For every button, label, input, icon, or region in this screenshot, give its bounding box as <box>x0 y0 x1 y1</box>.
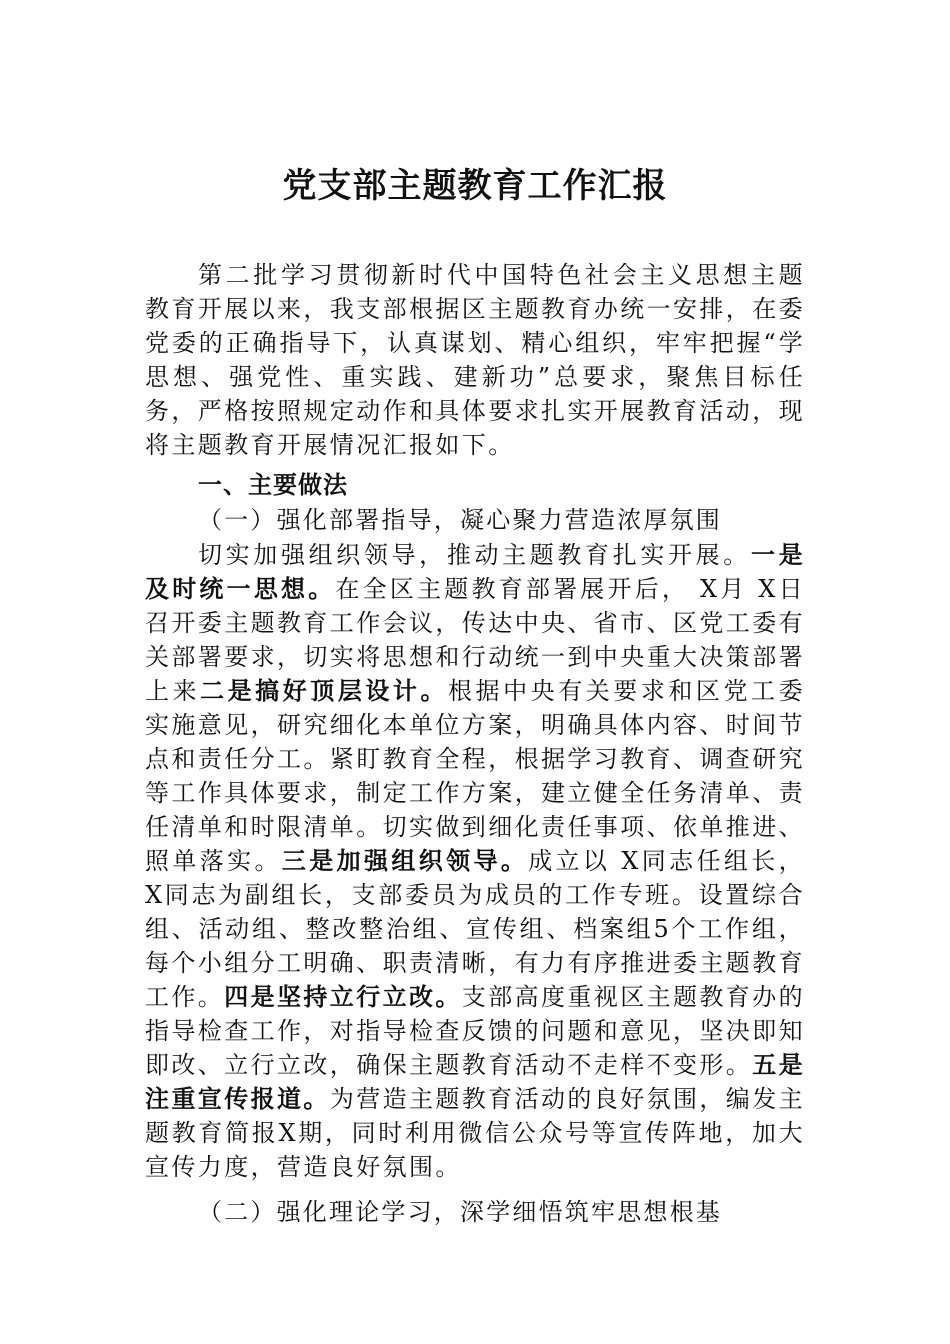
emphasis-point-1: 一是及时统一思想。 <box>145 541 806 603</box>
section-heading-main-practices: 一、主要做法 <box>198 471 348 499</box>
paragraph-text: 为营造主题教育活动的良好氛围，编发主题教育简报X期，同时利用微信公众号等宣传阵地，加大宣传力度，营造良好氛围。 <box>145 1085 806 1181</box>
subsection-heading-deployment: （一）强化部署指导，凝心聚力营造浓厚氛围 <box>198 506 722 534</box>
paragraph-text: 切实加强组织领导，推动主题教育扎实开展。 <box>198 541 751 569</box>
emphasis-point-3: 三是加强组织领导。 <box>281 847 529 875</box>
paragraph-text: 支部高度重视区主题教育办的指导检查工作，对指导检查反馈的问题和意见，坚决即知即改、立行立改，确保主题教育活动不走样不变形。 <box>145 983 806 1079</box>
document-title: 党支部主题教育工作汇报 <box>282 166 668 206</box>
emphasis-point-4: 四是坚持立行立改。 <box>224 983 462 1011</box>
intro-paragraph: 第二批学习贯彻新时代中国特色社会主义思想主题教育开展以来，我支部根据区主题教育办统一安排，在委党委的正确指导下，认真谋划、精心组织，牢牢把握“学思想、强党性、重实践、建新功”总要求，聚焦目标任务，严格按照规定动作和具体要求扎实开展教育活动，现将主题教育开展情况汇报如下。 <box>145 261 805 459</box>
paragraph-text: 在全区主题教育部署展开后， X月 X日召开委主题教育工作会议，传达中央、省市、区党工委有关部署要求，切实将思想和行动统一到中央重大决策部署上来 <box>145 575 805 705</box>
body-paragraph-deployment <box>145 538 805 1184</box>
paragraph-text: 根据中央有关要求和区党工委实施意见，研究细化本单位方案，明确具体内容、时间节点和责任分工。紧盯教育全程，根据学习教育、调查研究等工作具体要求，制定工作方案，建立健全任务清单、责任清单和时限清单。切实做到细化责任事项、依单推进、照单落实。 <box>145 677 805 875</box>
emphasis-point-2: 二是搞好顶层设计。 <box>200 677 449 705</box>
paragraph-text: 成立以 X同志任组长， X同志为副组长，支部委员为成员的工作专班。设置综合组、活动组、整改整治组、宣传组、档案组5个工作组，每个小组分工明确、职责清晰，有力有序推进委主题教育工作。 <box>145 847 805 1011</box>
subsection-heading-theory-study: （二）强化理论学习，深学细悟筑牢思想根基 <box>198 1198 722 1226</box>
emphasis-point-5: 五是注重宣传报道。 <box>145 1051 806 1113</box>
